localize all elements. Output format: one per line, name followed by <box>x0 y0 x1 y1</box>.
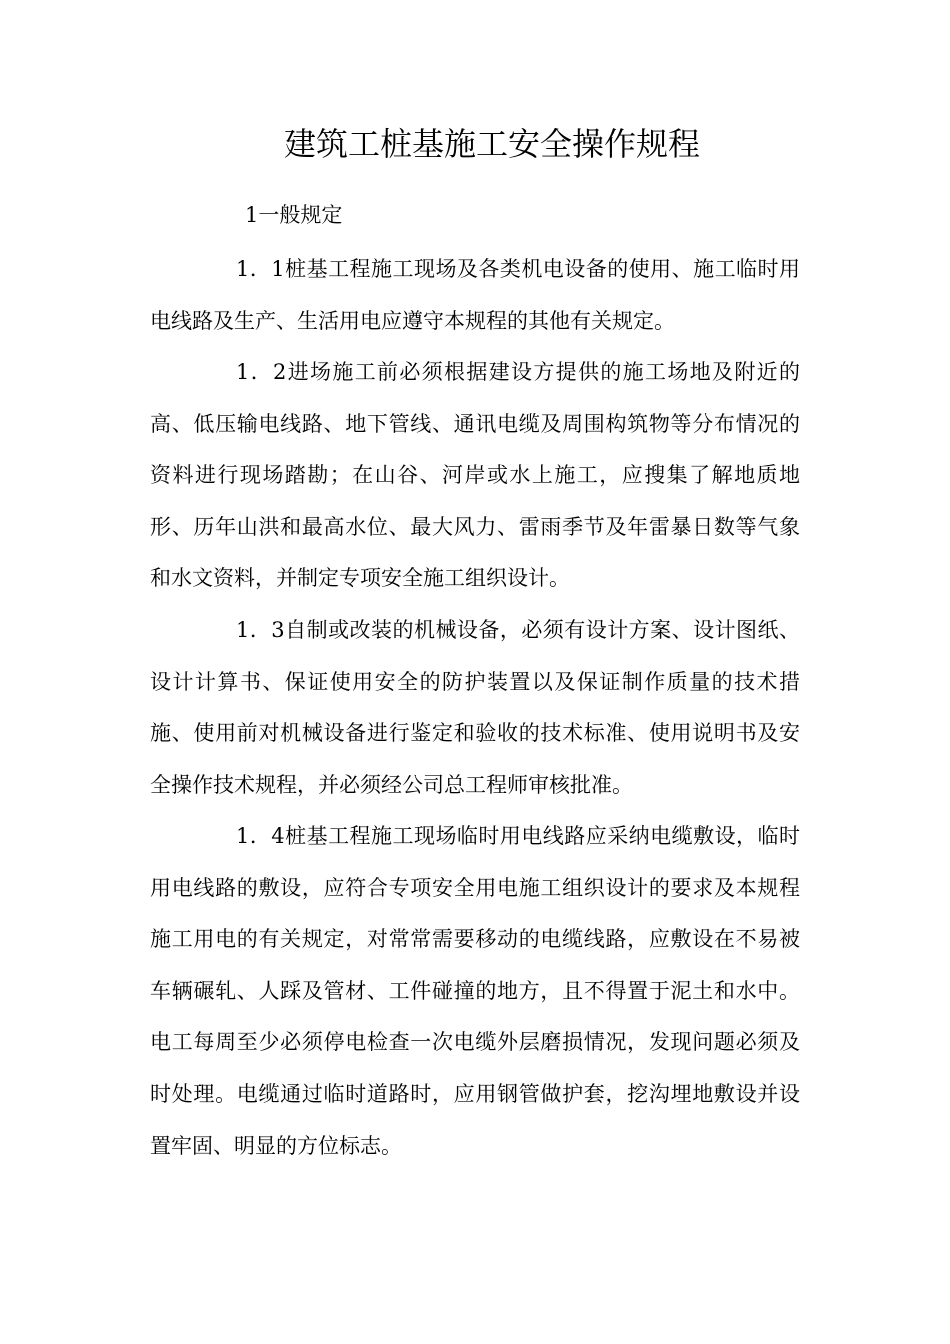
paragraph-1-1: 1．1桩基工程施工现场及各类机电设备的使用、施工临时用电线路及生产、生活用电应遵守本规程的其他有关规定。 <box>150 257 800 333</box>
paragraph-1-4: 1．4桩基工程施工现场临时用电线路应采纳电缆敷设，临时用电线路的敷设，应符合专项安全用电施工组织设计的要求及本规程施工用电的有关规定，对常常需要移动的电缆线路，应敷设在不易被车辆碾轧、人踩及管材、工件碰撞的地方，且不得置于泥土和水中。电工每周至少必须停电检查一次电缆外层磨损情况，发现问题必须及时处理。电缆通过临时道路时，应用钢管做护套，挖沟埋地敷设并设置牢固、明显的方位标志。 <box>150 824 800 1158</box>
paragraph-1-3: 1．3自制或改装的机械设备，必须有设计方案、设计图纸、设计计算书、保证使用安全的防护装置以及保证制作质量的技术措施、使用前对机械设备进行鉴定和验收的技术标准、使用说明书及安全操作技术规程，并必须经公司总工程师审核批准。 <box>150 618 800 797</box>
paragraph-1-2: 1．2进场施工前必须根据建设方提供的施工场地及附近的高、低压输电线路、地下管线、通讯电缆及周围构筑物等分布情况的资料进行现场踏勘；在山谷、河岸或水上施工，应搜集了解地质地形、历年山洪和最高水位、最大风力、雷雨季节及年雷暴日数等气象和水文资料，并制定专项安全施工组织设计。 <box>150 360 800 591</box>
section-heading: 1一般规定 <box>245 203 343 227</box>
document-title: 建筑工桩基施工安全操作规程 <box>283 125 700 163</box>
